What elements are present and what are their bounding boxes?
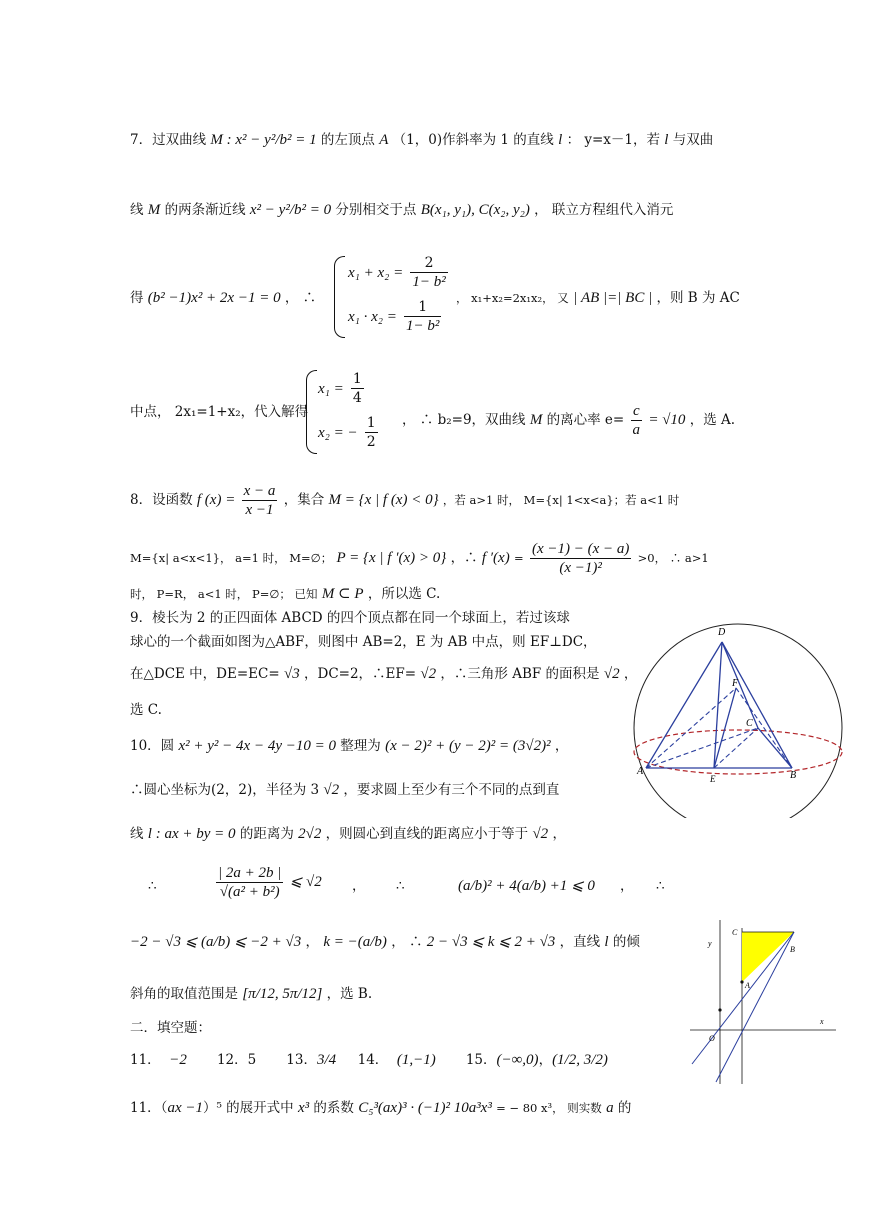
q7-line-1: 7．过双曲线 M : x² − y²/b² = 1 的左顶点 A （1，0)作斜率为 1 的直线 l ： y=x－1，若 l 与双曲	[130, 132, 714, 148]
label-o: O	[709, 1034, 715, 1043]
q7-line-3: 得 (b² −1)x² + 2x −1 = 0 ， ∴	[130, 290, 317, 306]
label-x: x	[820, 1017, 824, 1026]
q8-line-1: 8．设函数 f (x) = $\frac{x - a}{x -1}$ ，集合 M = {x | f (x) < 0} ，若 a>1 时， M={x| 1<x<a}；若 a<1 时	[130, 483, 680, 518]
q7-line-3b: ， x₁+x₂=2x₁x₂， 又 | AB |=| BC | ，则 B 为 AC	[456, 290, 740, 306]
answers-line: 11． −2 12．5 13．3/4 14． (1,−1) 15．(−∞,0)，(1/2, 3/2)	[130, 1052, 608, 1068]
q10-comma-1: ，	[352, 878, 366, 894]
q10-quadratic-ineq: (a/b)² + 4(a/b) +1 ⩽ 0	[458, 878, 595, 894]
point-intercept	[718, 1008, 721, 1011]
q9-line-1: 9．棱长为 2 的正四面体 ABCD 的四个顶点都在同一个球面上，若过该球	[130, 610, 570, 626]
q9-line-2: 球心的一个截面如图为△ABF，则图中 AB=2，E 为 AB 中点，则 EF⊥DC，	[130, 634, 597, 650]
coordinate-region-figure	[688, 916, 840, 1086]
sphere-outline	[634, 624, 842, 818]
label-e: E	[710, 774, 716, 784]
q10-therefore-2: ∴	[396, 878, 405, 894]
label-d: D	[718, 627, 726, 638]
label-y: y	[708, 939, 712, 948]
q10-line-2: ∴圆心坐标为(2，2)，半径为 3 √2 ，要求圆上至少有三个不同的点到直	[130, 782, 560, 798]
label-f: F	[732, 678, 739, 689]
q10-therefore-3: ∴	[656, 878, 665, 894]
q10-line-5: −2 − √3 ⩽ (a/b) ⩽ −2 + √3 ， k = −(a/b) ， ∴ 2 − √3 ⩽ k ⩽ 2 + √3 ，直线 l 的倾	[130, 934, 640, 950]
q10-line-3: 线 l : ax + by = 0 的距离为 2√2 ，则圆心到直线的距离应小于等于 √2 ，	[130, 826, 566, 842]
system-brace	[334, 256, 345, 338]
q7-line-4b: ， ∴ b₂=9，双曲线 M 的离心率 e= $\frac{c}{a}$ = √10 ，选 A.	[402, 403, 736, 438]
solution-brace	[306, 370, 317, 454]
q10-distance-ineq: $\frac{| 2a + 2b |}{\text{√(a² + b²)}}$ ⩽ √2	[218, 865, 322, 900]
q10-comma-2: ，	[620, 878, 634, 894]
q7-system-eq2: x₁ · x₂ = $\frac{1}{\text{1− b²}}$	[348, 299, 440, 334]
q8-line-2: M={x| a<x<1}， a=1 时， M=∅； P = {x | f ′(x) > 0} ，∴ f ′(x) = $\frac{(x -1) - (x - a)}{\text{(x −1)²}}$ >0， ∴ a>1	[130, 541, 709, 576]
q7-system-eq1: x₁ + x₂ = $\frac{2}{\text{1− b²}}$	[348, 255, 446, 290]
shaded-region	[742, 932, 794, 982]
q7-solution-1: x₁ = $\frac{1}{4}$	[318, 371, 362, 406]
tetrahedron-sphere-figure	[628, 622, 848, 818]
label-b2: B	[790, 945, 795, 954]
q10-line-1: 10．圆 x² + y² − 4x − 4y −10 = 0 整理为 (x − 2)² + (y − 2)² = (3√2)² ，	[130, 738, 569, 754]
q7-solution-2: x₂ = − $\frac{1}{2}$	[318, 415, 376, 450]
q9-line-3: 在△DCE 中，DE=EC= √3 ，DC=2，∴EF= √2 ，∴三角形 ABF 的面积是 √2 ，	[130, 666, 638, 682]
q10-therefore-1: ∴	[148, 878, 157, 894]
q7-line-4: 中点， 2x₁=1+x₂，代入解得	[130, 404, 309, 420]
label-b: B	[790, 770, 797, 781]
q7-line-2: 线 M 的两条渐近线 x² − y²/b² = 0 分别相交于点 B(x₁, y₁), C(x₂, y₂) ， 联立方程组代入消元	[130, 202, 674, 218]
label-a: A	[637, 766, 644, 777]
label-c2: C	[732, 928, 738, 937]
section-2-heading: 二．填空题：	[130, 1020, 211, 1036]
label-a2: A	[745, 981, 750, 990]
q11-line: 11．（ax −1）⁵ 的展开式中 x³ 的系数 C₅³(ax)³ · (−1)² 10a³x³ = − 80 x³， 则实数 a 的	[130, 1100, 632, 1116]
q8-line-3: 时， P=R， a<1 时， P=∅； 已知 M ⊂ P ，所以选 C.	[130, 586, 441, 602]
q10-line-6: 斜角的取值范围是 [π/12, 5π/12] ，选 B.	[130, 986, 373, 1002]
point-a	[740, 980, 743, 983]
label-c: C	[746, 718, 753, 729]
q9-line-4: 选 C.	[130, 702, 162, 718]
